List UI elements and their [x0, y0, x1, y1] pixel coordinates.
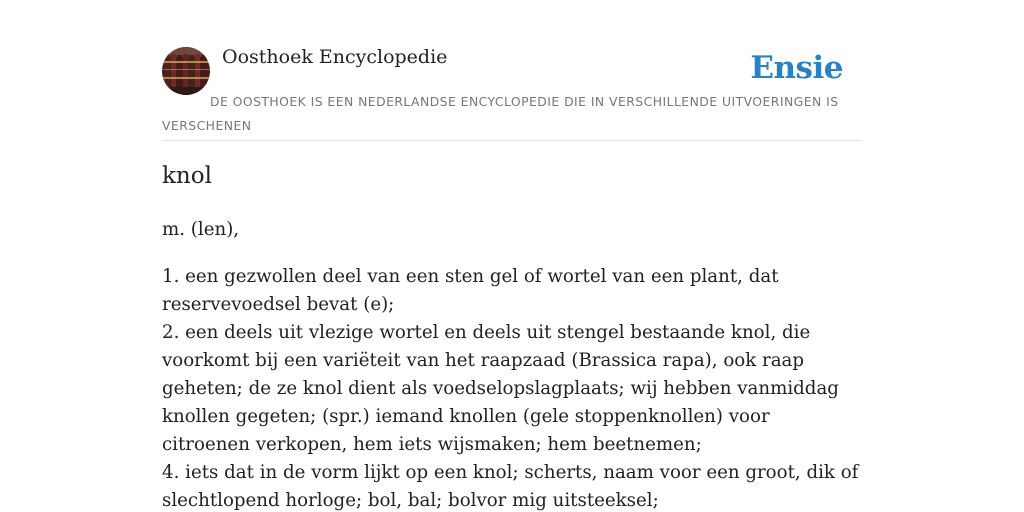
ensie-brand-link[interactable]: Ensie [750, 50, 843, 86]
entry-title: knol [162, 163, 212, 189]
definition-item: 2. een deels uit vlezige wortel en deels uit stengel bestaande knol, die voorkomt bij een variëteit van het raapzaad (Brassica rapa), ook raap geheten; de ze knol dient als voedselopslagplaats; wij hebben vanmiddag knollen gegeten; (spr.) iemand knollen (gele stoppenknollen) voor citroenen verkopen, hem iets wijsmaken; hem beetnemen; [162, 322, 839, 455]
site-tagline: DE OOSTHOEK IS EEN NEDERLANDSE ENCYCLOPEDIE DIE IN VERSCHILLENDE UITVOERINGEN IS VERSCHENEN [162, 94, 839, 133]
definition-list [162, 263, 862, 512]
site-title[interactable]: Oosthoek Encyclopedie [222, 46, 448, 68]
definition-item: 1. een gezwollen deel van een sten gel of wortel van een plant, dat reservevoedsel bevat (e); [162, 266, 779, 315]
site-header [162, 44, 862, 141]
entry-content [162, 216, 862, 512]
definition-item: 4. iets dat in de vorm lijkt op een knol; scherts, naam voor een groot, dik of slechtlopend horloge; bol, bal; bolvor mig uitsteeksel; [162, 462, 859, 511]
bookshelf-logo-icon[interactable] [162, 47, 210, 95]
entry-grammar: m. (len), [162, 219, 240, 240]
